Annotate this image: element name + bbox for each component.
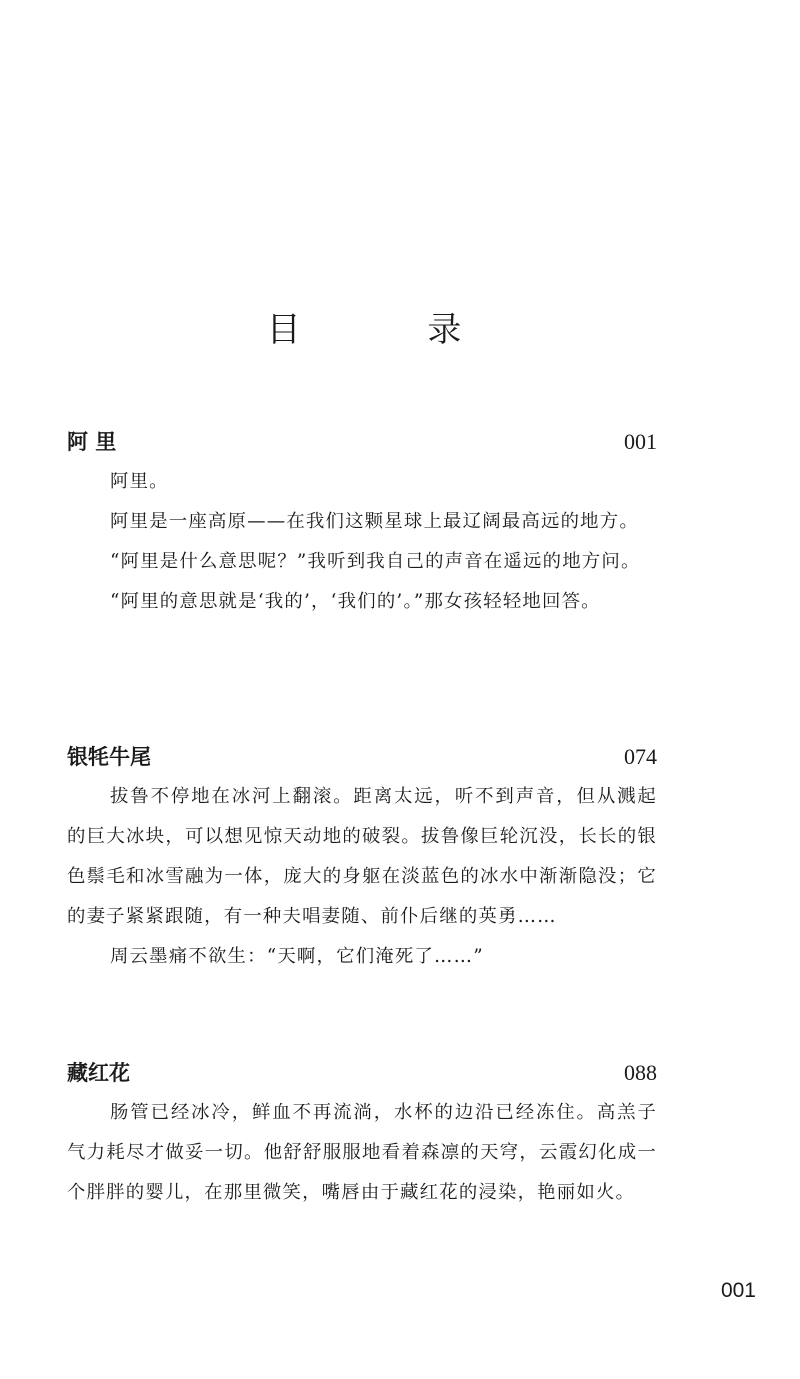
excerpt-paragraph: 阿里。 (110, 471, 169, 492)
toc-entry-saffron[interactable] (67, 1053, 657, 1213)
toc-entry-silver-yak-tail[interactable] (67, 737, 657, 977)
page-title: 目 录 (266, 310, 520, 350)
excerpt-paragraph: “阿里的意思就是‘我的’，‘我们的’。”那女孩轻轻地回答。 (110, 591, 601, 612)
excerpt-paragraph: “阿里是什么意思呢？”我听到我自己的声音在遥远的地方问。 (110, 551, 641, 572)
toc-entry-title: 藏红花 (67, 1061, 130, 1085)
toc-entry-header (67, 737, 657, 777)
toc-entry-title: 银牦牛尾 (67, 745, 151, 769)
toc-entry-header (67, 1053, 657, 1093)
page-number: 001 (720, 1279, 756, 1302)
excerpt-paragraph: 阿里是一座高原——在我们这颗星球上最辽阔最高远的地方。 (110, 511, 639, 532)
toc-entry-page-number: 001 (624, 429, 657, 454)
toc-entry-title: 阿 里 (67, 430, 117, 454)
toc-entry-header (67, 422, 657, 462)
toc-entry-page-number: 088 (624, 1060, 657, 1085)
excerpt-paragraph: 拔鲁不停地在冰河上翻滚。距离太远，听不到声音，但从溅起的巨大冰块，可以想见惊天动地的破裂。拔鲁像巨轮沉没，长长的银色鬃毛和冰雪融为一体，庞大的身躯在淡蓝色的冰水中渐渐隐没；它的妻子紧紧跟随，有一种夫唱妻随、前仆后继的英勇…… (67, 786, 657, 927)
excerpt-paragraph: 肠管已经冰冷，鲜血不再流淌，水杯的边沿已经冻住。高羔子气力耗尽才做妥一切。他舒舒服服地看着森凛的天穹，云霞幻化成一个胖胖的婴儿，在那里微笑，嘴唇由于藏红花的浸染，艳丽如火。 (67, 1102, 657, 1203)
toc-entry-page-number: 074 (624, 744, 657, 769)
excerpt-paragraph: 周云墨痛不欲生：“天啊，它们淹死了……” (110, 946, 484, 967)
toc-entry-ali[interactable] (67, 422, 657, 622)
